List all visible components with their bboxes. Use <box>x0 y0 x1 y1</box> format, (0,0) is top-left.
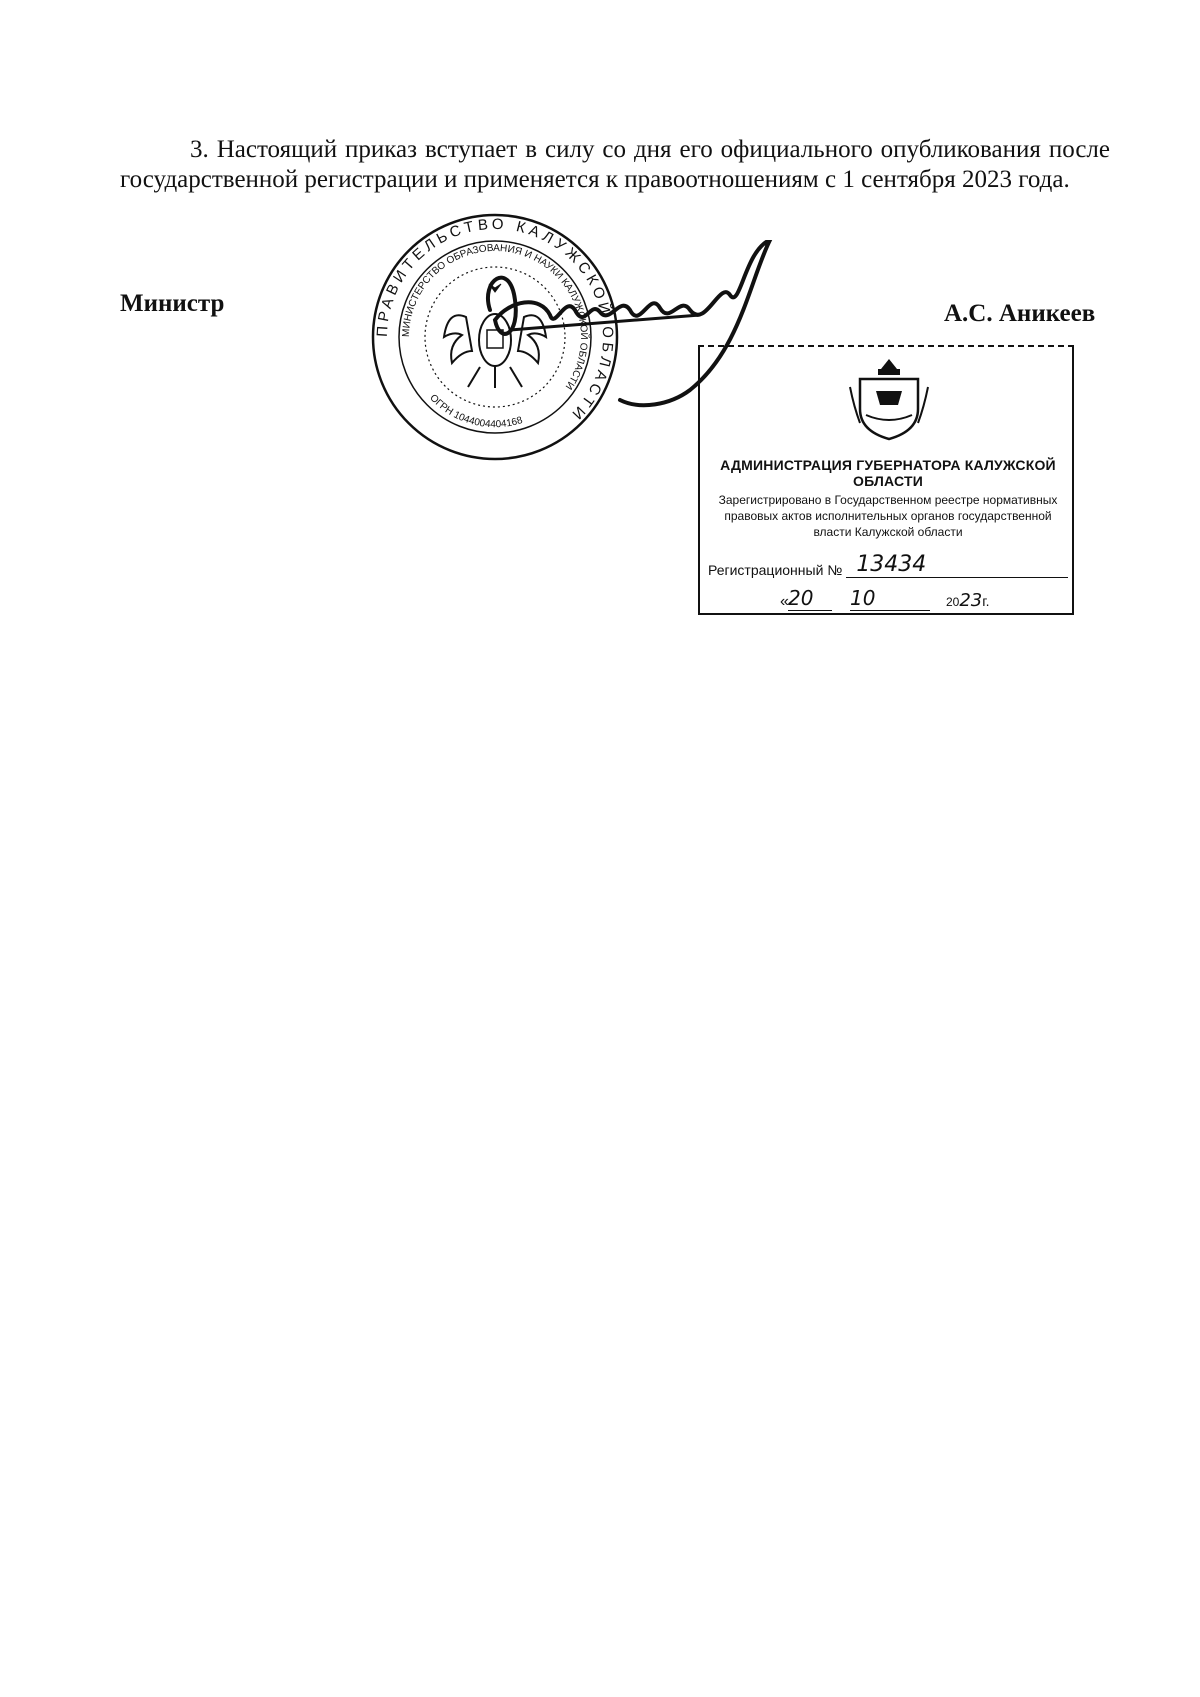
date-suffix: г. <box>982 593 990 609</box>
seal-ogrn: ОГРН 1044004404168 <box>427 392 524 431</box>
kaluga-coat-of-arms-icon <box>846 357 932 443</box>
registration-title: АДМИНИСТРАЦИЯ ГУБЕРНАТОРА КАЛУЖСКОЙ ОБЛАСТИ <box>720 457 1056 489</box>
date-year-suffix: 23 <box>959 590 983 611</box>
registration-number-line <box>846 552 1068 578</box>
order-paragraph: 3. Настоящий приказ вступает в силу со дня его официального опубликования после государственной регистрации и применяется к правоотношениям с 1 сентября 2023 года. <box>120 136 1110 193</box>
date-day: 20 <box>788 586 832 611</box>
registration-date-row <box>780 587 1070 611</box>
registration-number-label: Регистрационный № <box>708 562 843 578</box>
registration-stamp <box>698 345 1074 615</box>
registration-text: Зарегистрировано в Государственном реестре нормативных правовых актов исполнительных органов государственной власти Калужской области <box>718 493 1058 539</box>
seal-outer-text: ПРАВИТЕЛЬСТВО КАЛУЖСКОЙ ОБЛАСТИ <box>373 215 617 426</box>
date-year-prefix: 20 <box>946 595 960 609</box>
registration-number-value: 13434 <box>856 552 927 577</box>
date-year <box>946 590 990 611</box>
date-month: 10 <box>850 586 930 611</box>
signer-title: Министр <box>120 290 225 317</box>
seal-inner-text: МИНИСТЕРСТВО ОБРАЗОВАНИЯ И НАУКИ КАЛУЖСКОЙ ОБЛАСТИ <box>400 242 590 392</box>
signer-name: А.С. Аникеев <box>944 300 1096 327</box>
registration-number-row <box>708 552 1068 578</box>
date-quote: « <box>780 593 789 610</box>
